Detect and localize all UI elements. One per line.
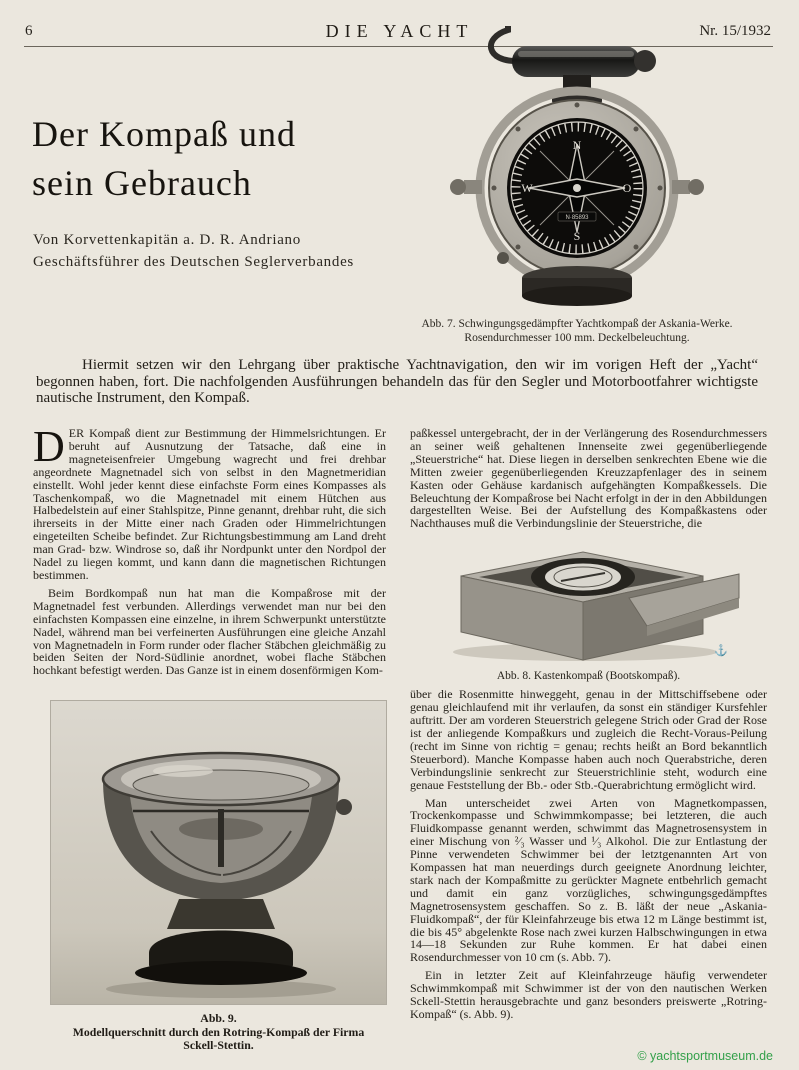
anchor-icon: ⚓ (713, 645, 728, 658)
left-column (33, 422, 386, 678)
maker-plate-text: N·85893 (565, 215, 589, 221)
svg-text:S: S (573, 229, 581, 243)
pedestal-base (135, 961, 307, 985)
article-byline (33, 229, 354, 273)
fig7-yacht-compass-photo (400, 26, 754, 308)
fig7-caption-line2: Rosendurchmesser 100 mm. Deckelbeleuchtung. (464, 332, 690, 344)
body-paragraph (33, 422, 386, 582)
pedestal-neck (167, 899, 275, 929)
article-title (32, 110, 296, 208)
drop-cap: D (33, 422, 65, 471)
body-paragraph: Man unterscheidet zwei Arten von Magnetkompassen, Trockenkompasse und Schwimmkompasse; bei letzteren, die auch Fluidkompasse genannt werden, schwimmt das Magnetrosensystem in einer Mischung von ²⁄₃ Wasser und ¹⁄₃ Alkohol. Die zur Entlastung der Pinne verwendeten Schwimmer bei der letztgenannten Art von Kompassen hat man neuerdings durch geeignete Anordnung leichter, stark nach der Kompaßmitte zu gerückter Magnete entbehrlich gemacht und damit ein ganz vorzügliches, schwingungsgedämpftes Magnetrosensystem geschaffen. So z. B. läßt der neue „Askania-Fluidkompaß“, der für Kleinfahrzeuge bis etwa 12 m Länge bestimmt ist, die bis 45° abgelenkte Rose nach zwei kurzen Halbschwingungen in etwa 14—18 Sekunden zur Ruhe kommen. Er hat dabei einen Rosendurchmesser von 10 cm (s. Abb. 7). (410, 795, 767, 965)
gimbal-lug-left (464, 180, 482, 194)
issue-number: Nr. 15/1932 (699, 23, 771, 39)
body-paragraph: paßkessel untergebracht, der in der Verlängerung des Rosendurchmessers an seiner weiß gehaltenen Innenseite zwei gegenüberliegende „Steuerstriche“ hat. Diese liegen in derselben senkrechten Ebene wie die Mitten zweier gegenüberliegenden Kreuzzapfenlager des in seinem Kasten oder Gehäuse kardanisch aufgehängten Kompaßkessels. Die Beleuchtung der Kompaßrose bei Nacht erfolgt in der in den Abbildungen dargestellten Weise. Bei der Aufstellung des Kompaßkastens oder Nachthauses muß die Verbindungslinie der Steuerstriche, die (410, 426, 767, 531)
fig8-box-compass-photo (433, 536, 745, 666)
byline-role: Geschäftsführer des Deutschen Seglerverbandes (33, 254, 354, 270)
gimbal-knob-right (688, 179, 704, 195)
lamp-highlight (518, 51, 634, 57)
paragraph-text: ER Kompaß dient zur Bestimmung der Himmelsrichtungen. Er beruht auf Ausnutzung der Tatsache, daß eine in magneteisenfreier Umgebung wagrecht und frei drehbar angeordnete Magnetnadel sich von selbst in den Magnetmeridian einstellt. Wohl jeder kennt diese einfachste Form eines Kompasses als Taschenkompaß, wo die Magnetnadel mit einem Hütchen aus Halbedelstein auf einer Stahlspitze, Pinne genannt, drehbar ruht, die sich ihrerseits in der Mitte einer nach Graden oder Himmelrichtungen eingeteilten Scheibe befindet. Zur Richtungsbestimmung am Land dreht man Grad- bzw. Windrose so, daß ihr Nordpunkt unter den Nordpol der Nadel zu liegen kommt, und kann dann die magnetischen Richtungen bestimmen. (33, 426, 386, 582)
clamp-screw (497, 252, 509, 264)
body-paragraph: Ein in letzter Zeit auf Kleinfahrzeuge häufig verwendeter Schwimmkompaß mit Schwimmer ist der von den nautischen Werken Sckell-Stettin herausgebrachte und ganz besonders preiswerte „Rotring-Kompaß“ (s. Abb. 9). (410, 968, 767, 1021)
fig9-cross-section-photo (50, 700, 387, 1005)
stand-base (522, 286, 632, 306)
gimbal-pivot (336, 799, 352, 815)
right-column (410, 427, 767, 1021)
byline-author: Von Korvettenkapitän a. D. R. Andriano (33, 232, 301, 248)
body-paragraph: Beim Bordkompaß nun hat man die Kompaßrose mit der Magnetnadel fest verbunden. Allerdings verwendet man nur bei den einfachsten Kompassen eine einzelne, in ihrem Schwerpunkt unterstützte Nadel, während man bei verfeinerten Ausführungen eine gleiche Anzahl von Magnetnadeln in Form runder oder flacher Stäbchen gleichmäßig zu beiden Seiten der Nord-Südlinie anordnet, wobei flache Stäbchen hochkant befestigt werden. Das Ganze ist in einem dosenförmigen Kom- (33, 585, 386, 678)
rim-highlight (153, 765, 213, 777)
fig7-caption-line1: Abb. 7. Schwingungsgedämpfter Yachtkompaß der Askania-Werke. (421, 318, 733, 330)
svg-text:W: W (521, 181, 533, 195)
fig9-caption-line3: Sckell-Stettin. (183, 1038, 254, 1052)
pivot-cap (573, 184, 581, 192)
deck-lamp (512, 46, 640, 77)
page-number: 6 (25, 23, 33, 39)
intro-paragraph: Hiermit setzen wir den Lehrgang über praktische Yachtnavigation, den wir im vorigen Heft der „Yacht“ begonnen haben, fort. Die nachfolgenden Ausführungen behandeln das für den Segler und Motorbootfahrer wichtigste nautische Instrument, den Kompaß. (36, 357, 758, 407)
journal-title: DIE YACHT (325, 21, 474, 41)
fig9-caption (50, 1012, 387, 1053)
svg-text:O: O (622, 181, 632, 195)
gimbal-lug-right (672, 180, 690, 194)
figure-8 (433, 536, 745, 683)
article-title-line1: Der Kompaß und (32, 114, 296, 154)
fig8-caption: Abb. 8. Kastenkompaß (Bootskompaß). (496, 670, 681, 683)
lamp-end-knob (634, 50, 656, 72)
figure-7 (388, 26, 766, 345)
gimbal-knob-left (450, 179, 466, 195)
watermark: © yachtsportmuseum.de (637, 1049, 773, 1063)
fig9-caption-line1: Abb. 9. (200, 1011, 237, 1025)
fig9-caption-line2: Modellquerschnitt durch den Rotring-Kompaß der Firma (72, 1024, 365, 1039)
figure-9 (50, 700, 387, 1053)
pivot-spindle (218, 809, 224, 867)
svg-text:N: N (572, 138, 582, 152)
article-title-line2: sein Gebrauch (32, 163, 252, 203)
body-paragraph: über die Rosenmitte hinweggeht, genau in der Mittschiffsebene oder genau gleichlaufend mit ihr verlaufen, da sonst ein ständiger Kursfehler auftritt. Der am vorderen Steuerstrich gelegene Strich oder Grad der Rose ist der anliegende Kompaßkurs und zugleich die Recht-Voraus-Peilung (recht im Sinne von richtig = genau; rechts heißt an Bord bekanntlich Steuerbord). Manche Kompasse haben auch noch Querabstriche, deren Verbindungslinie senkrecht zur Steuerstrichlinie steht, wodurch eine genaue Feststellung der Bb.- oder Stb.-Querabrichtung ermöglicht wird. (410, 687, 767, 792)
fig7-caption (388, 317, 766, 345)
